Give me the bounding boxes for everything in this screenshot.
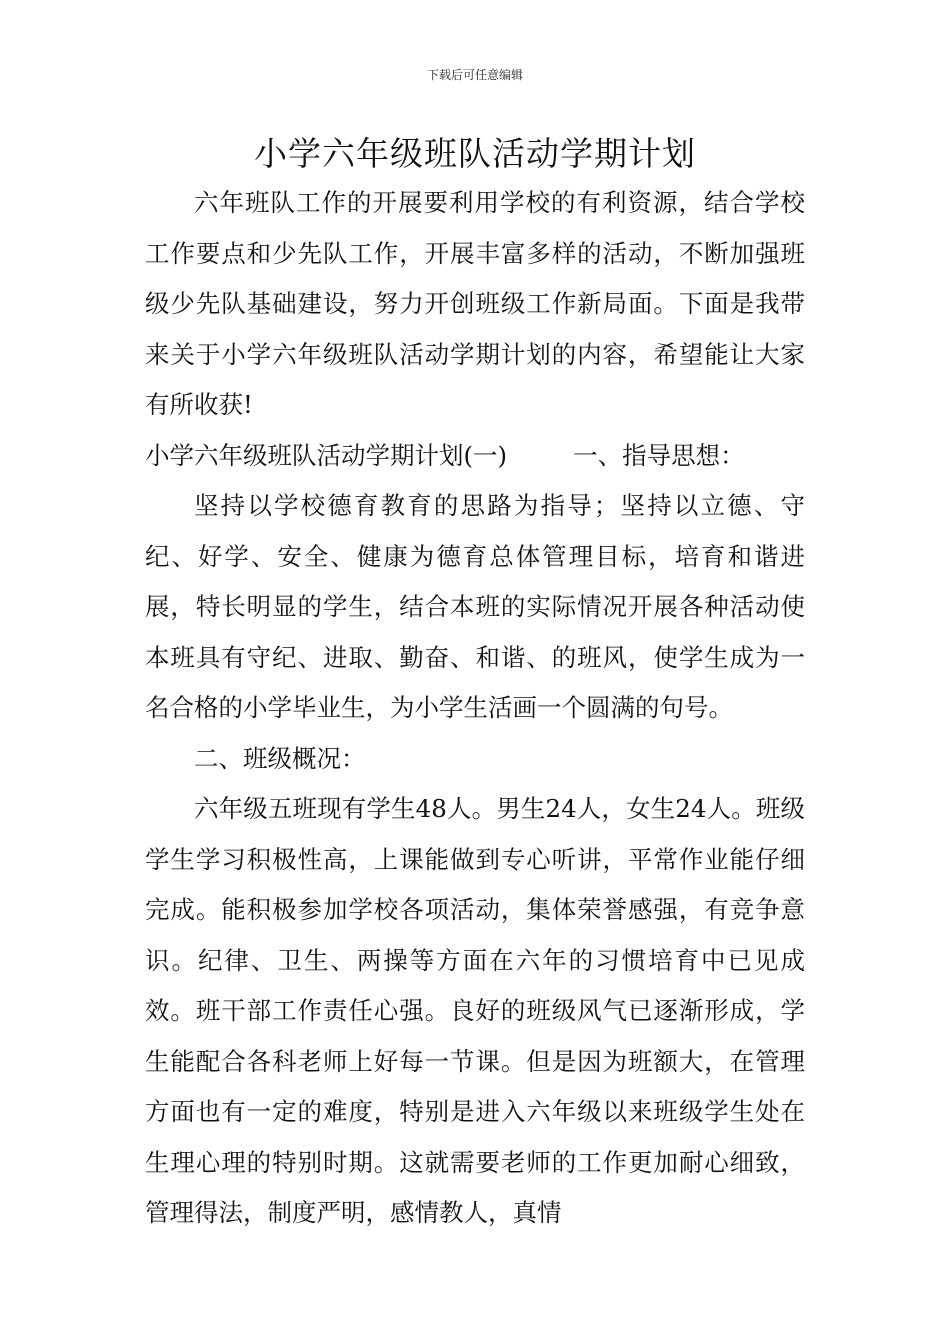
section1-heading: 一、指导思想： (573, 440, 745, 470)
section2-heading: 二、班级概况： (194, 743, 366, 773)
plan-subtitle-line (145, 431, 805, 482)
header-note: 下载后可任意编辑 (426, 68, 523, 82)
document-title: 小学六年级班队活动学期计划 (254, 134, 696, 173)
section1-paragraph: 坚持以学校德育教育的思路为指导；坚持以立德、守纪、好学、安全、健康为德育总体管理目标，培育和谐进展，特长明显的学生，结合本班的实际情况开展各种活动使本班具有守纪、进取、勤奋、和谐、的班风，使学生成为一名合格的小学毕业生，为小学生活画一个圆满的句号。 (145, 491, 805, 722)
section2-paragraph: 六年级五班现有学生48人。男生24人，女生24人。班级学生学习积极性高，上课能做到专心听讲，平常作业能仔细完成。能积极参加学校各项活动，集体荣誉感强，有竞争意识。纪律、卫生、两操等方面在六年的习惯培育中已见成效。班干部工作责任心强。良好的班级风气已逐渐形成，学生能配合各科老师上好每一节课。但是因为班额大，在管理方面也有一定的难度，特别是进入六年级以来班级学生处在生理心理的特别时期。这就需要老师的工作更加耐心细致，管理得法，制度严明，感情教人，真情 (145, 794, 805, 1227)
document-body (145, 178, 805, 1239)
intro-paragraph: 六年班队工作的开展要利用学校的有利资源，结合学校工作要点和少先队工作，开展丰富多样的活动，不断加强班级少先队基础建设，努力开创班级工作新局面。下面是我带来关于小学六年级班队活动学期计划的内容，希望能让大家有所收获! (145, 188, 805, 419)
plan-one-title: 小学六年级班队活动学期计划(一) (145, 440, 508, 470)
